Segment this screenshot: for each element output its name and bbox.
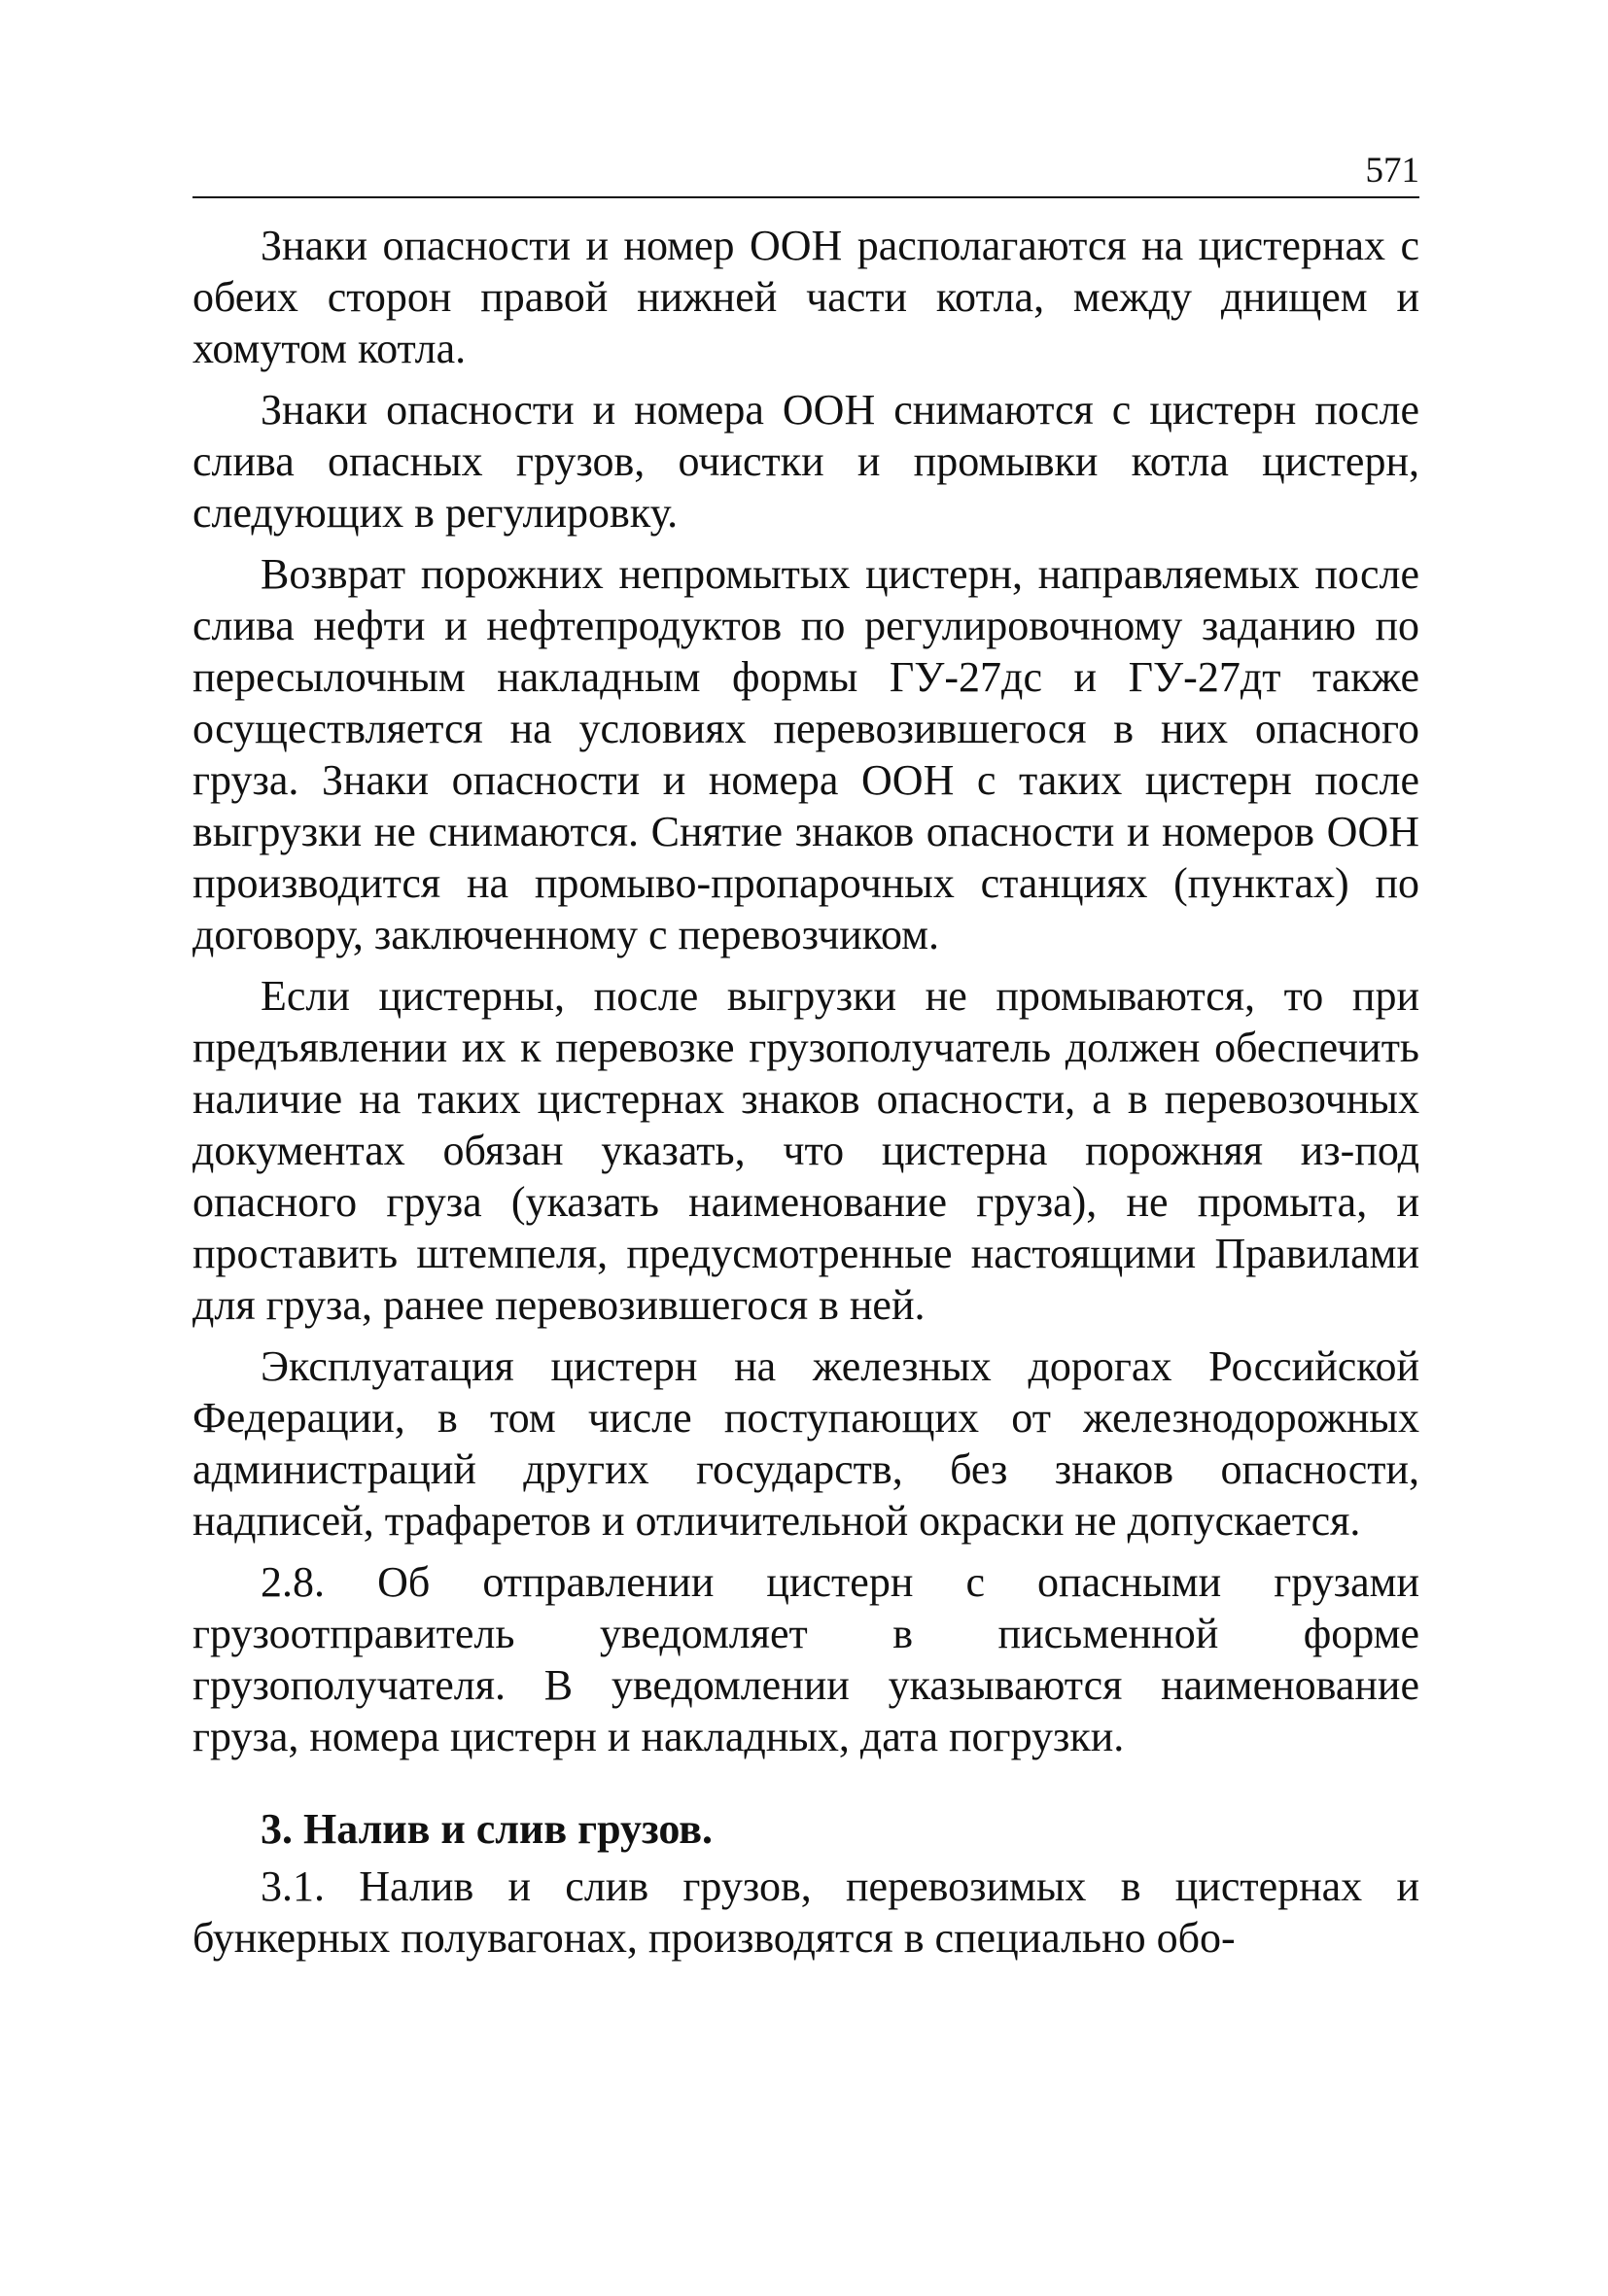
section-heading-3: 3. Налив и слив грузов.: [261, 1805, 714, 1853]
paragraph-hazard-signs-placement: Знаки опасности и номер ООН располагаются на цистернах с обеих сторон правой нижней части котла, между днищем и хомутом котла.: [192, 222, 1419, 372]
body-text: [192, 220, 1419, 1973]
paragraph-tank-operation: Эксплуатация цистерн на железных дорогах Российской Федерации, в том числе поступающих от железнодорожных администраций других государств, без знаков опасности, надписей, трафаретов и отличительной окраски не допускается.: [192, 1342, 1419, 1545]
paragraph-3-1: 3.1. Налив и слив грузов, перевозимых в цистернах и бункерных полувагонах, производятся в специально обо-: [192, 1862, 1419, 1962]
header-rule: [192, 196, 1419, 198]
paragraph-empty-tank-return: Возврат порожних непромытых цистерн, направляемых после слива нефти и нефтепродуктов по регулировочному заданию по пересылочным накладным формы ГУ-27дс и ГУ-27дт также осуществляется на условиях перевозившегося в них опасного груза. Знаки опасности и номера ООН с таких цистерн после выгрузки не снимаются. Снятие знаков опасности и номеров ООН производится на промыво-пропарочных станциях (пунктах) по договору, заключенному с перевозчиком.: [192, 550, 1419, 958]
paragraph-unwashed-tanks: Если цистерны, после выгрузки не промываются, то при предъявлении их к перевозке грузополучатель должен обеспечить наличие на таких цистернах знаков опасности, а в перевозочных документах обязан указать, что цистерна порожняя из-под опасного груза (указать наименование груза), не промыта, и проставить штемпеля, предусмотренные настоящими Правилами для груза, ранее перевозившегося в ней.: [192, 972, 1419, 1329]
paragraph-2-8-notification: 2.8. Об отправлении цистерн с опасными грузами грузоотправитель уведомляет в письменной форме грузополучателя. В уведомлении указываются наименование груза, номера цистерн и накладных, дата погрузки.: [192, 1558, 1419, 1760]
page-number: 571: [1365, 151, 1419, 191]
paragraph-hazard-signs-removal: Знаки опасности и номера ООН снимаются с цистерн после слива опасных грузов, очистки и промывки котла цистерн, следующих в регулировку.: [192, 386, 1419, 537]
